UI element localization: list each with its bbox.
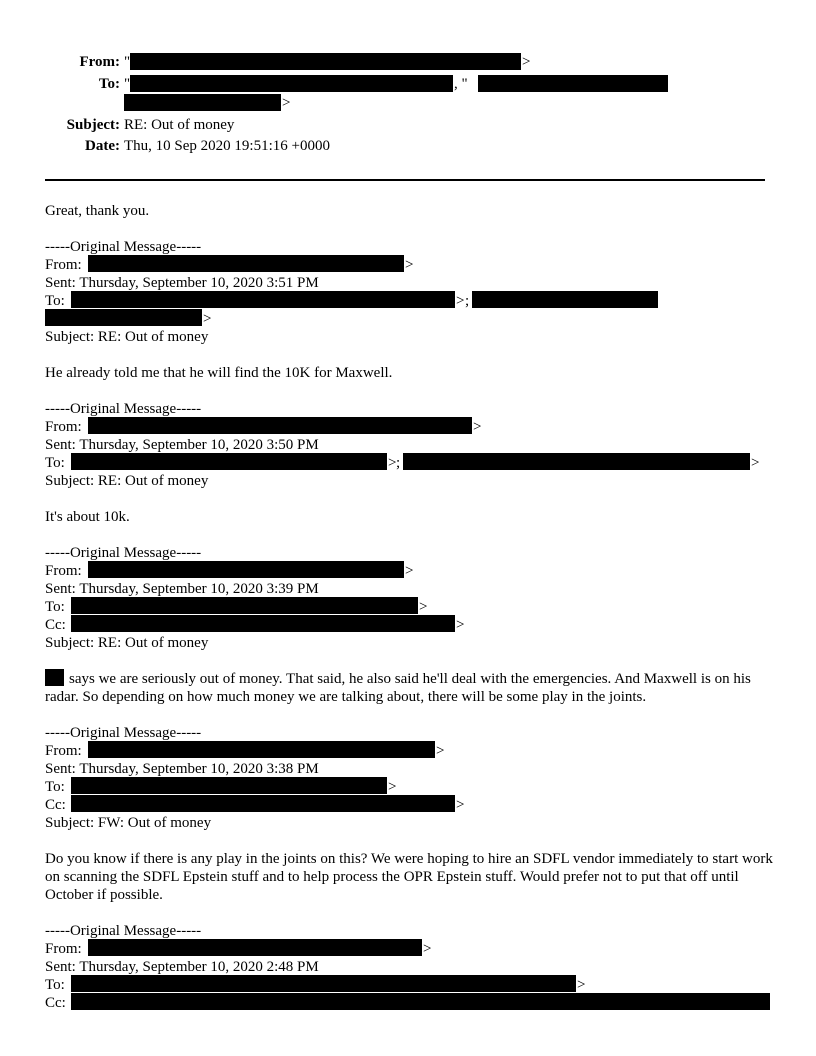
quoted-sent: Sent: Thursday, September 10, 2020 3:39 PM	[45, 581, 319, 597]
header-subject-label: Subject:	[66, 117, 120, 133]
quoted-from-label: From:	[45, 419, 82, 435]
header-to-gt: >	[282, 95, 291, 111]
body-text: He already told me that he will find the 10K for Maxwell.	[45, 365, 393, 381]
quoted-from-label: From:	[45, 257, 82, 273]
redaction-block	[71, 291, 455, 308]
redaction-block	[88, 741, 435, 758]
quoted-gt: >	[203, 311, 212, 327]
quoted-subject: Subject: FW: Out of money	[45, 815, 212, 831]
quoted-subject: Subject: RE: Out of money	[45, 329, 209, 345]
redaction-block	[71, 975, 576, 992]
redaction-block	[71, 615, 455, 632]
header-from-gt: >	[522, 54, 531, 70]
body-text: says we are seriously out of money. That said, he also said he'll deal with the emergencies. And Maxwell is on his radar. So depending on how much money we are talking about, there will be some play in the joints.	[45, 671, 751, 705]
redaction-block	[71, 453, 387, 470]
quoted-semicolon: ;	[396, 455, 401, 471]
quoted-gt: >	[473, 419, 482, 435]
redaction-block	[71, 795, 455, 812]
quoted-sent: Sent: Thursday, September 10, 2020 2:48 PM	[45, 959, 319, 975]
quoted-gt: >	[423, 941, 432, 957]
quoted-to-label: To:	[45, 293, 65, 309]
quoted-gt: >	[405, 257, 414, 273]
redaction-block	[45, 309, 202, 326]
quoted-from-label: From:	[45, 941, 82, 957]
quoted-gt: >	[751, 455, 760, 471]
quoted-subject: Subject: RE: Out of money	[45, 473, 209, 489]
header-to-quote: "	[124, 76, 131, 92]
header-date-value: Thu, 10 Sep 2020 19:51:16 +0000	[124, 138, 330, 154]
redaction-block	[71, 777, 387, 794]
header-from-quote: "	[124, 54, 131, 70]
redaction-block	[130, 53, 521, 70]
quoted-gt: >	[456, 617, 465, 633]
quoted-gt: >	[388, 779, 397, 795]
quoted-to-label: To:	[45, 977, 65, 993]
quoted-subject: Subject: RE: Out of money	[45, 635, 209, 651]
quoted-sent: Sent: Thursday, September 10, 2020 3:51 PM	[45, 275, 319, 291]
redaction-block	[88, 939, 422, 956]
redaction-block	[88, 417, 472, 434]
header-to-label: To:	[98, 76, 120, 92]
header-to-sep: , "	[454, 76, 468, 92]
quoted-cc-label: Cc:	[45, 617, 66, 633]
redaction-block	[130, 75, 453, 92]
quoted-gt: >	[456, 797, 465, 813]
header-date-label: Date:	[85, 138, 120, 154]
quoted-gt: >	[577, 977, 586, 993]
redaction-block	[403, 453, 750, 470]
redaction-block	[88, 255, 404, 272]
redaction-block	[71, 993, 770, 1010]
header-divider	[45, 179, 765, 181]
redaction-block	[88, 561, 404, 578]
body-text: Do you know if there is any play in the joints on this? We were hoping to hire an SDFL vendor immediately to start work on scanning the SDFL Epstein stuff and to help process the OPR Epstein stuff. Would prefer not to put that off until October if possible.	[45, 851, 773, 903]
quoted-to-label: To:	[45, 455, 65, 471]
header-subject-value: RE: Out of money	[124, 117, 235, 133]
quoted-cc-label: Cc:	[45, 797, 66, 813]
quoted-sent: Sent: Thursday, September 10, 2020 3:50 PM	[45, 437, 319, 453]
quoted-gt: >	[456, 293, 465, 309]
original-message-divider: -----Original Message-----	[45, 923, 202, 939]
quoted-gt: >	[405, 563, 414, 579]
original-message-divider: -----Original Message-----	[45, 545, 202, 561]
quoted-gt: >	[436, 743, 445, 759]
header-from-label: From:	[79, 54, 120, 70]
original-message-divider: -----Original Message-----	[45, 401, 202, 417]
quoted-semicolon: ;	[465, 293, 470, 309]
quoted-gt: >	[419, 599, 428, 615]
quoted-from-label: From:	[45, 563, 82, 579]
redaction-block	[124, 94, 281, 111]
original-message-divider: -----Original Message-----	[45, 725, 202, 741]
body-text: It's about 10k.	[45, 509, 130, 525]
quoted-gt: >	[388, 455, 397, 471]
quoted-to-label: To:	[45, 779, 65, 795]
quoted-from-label: From:	[45, 743, 82, 759]
redaction-block	[472, 291, 658, 308]
redaction-block	[71, 597, 418, 614]
body-text: Great, thank you.	[45, 203, 150, 219]
quoted-sent: Sent: Thursday, September 10, 2020 3:38 PM	[45, 761, 319, 777]
redaction-block	[478, 75, 668, 92]
original-message-divider: -----Original Message-----	[45, 239, 202, 255]
quoted-to-label: To:	[45, 599, 65, 615]
quoted-cc-label: Cc:	[45, 995, 66, 1011]
